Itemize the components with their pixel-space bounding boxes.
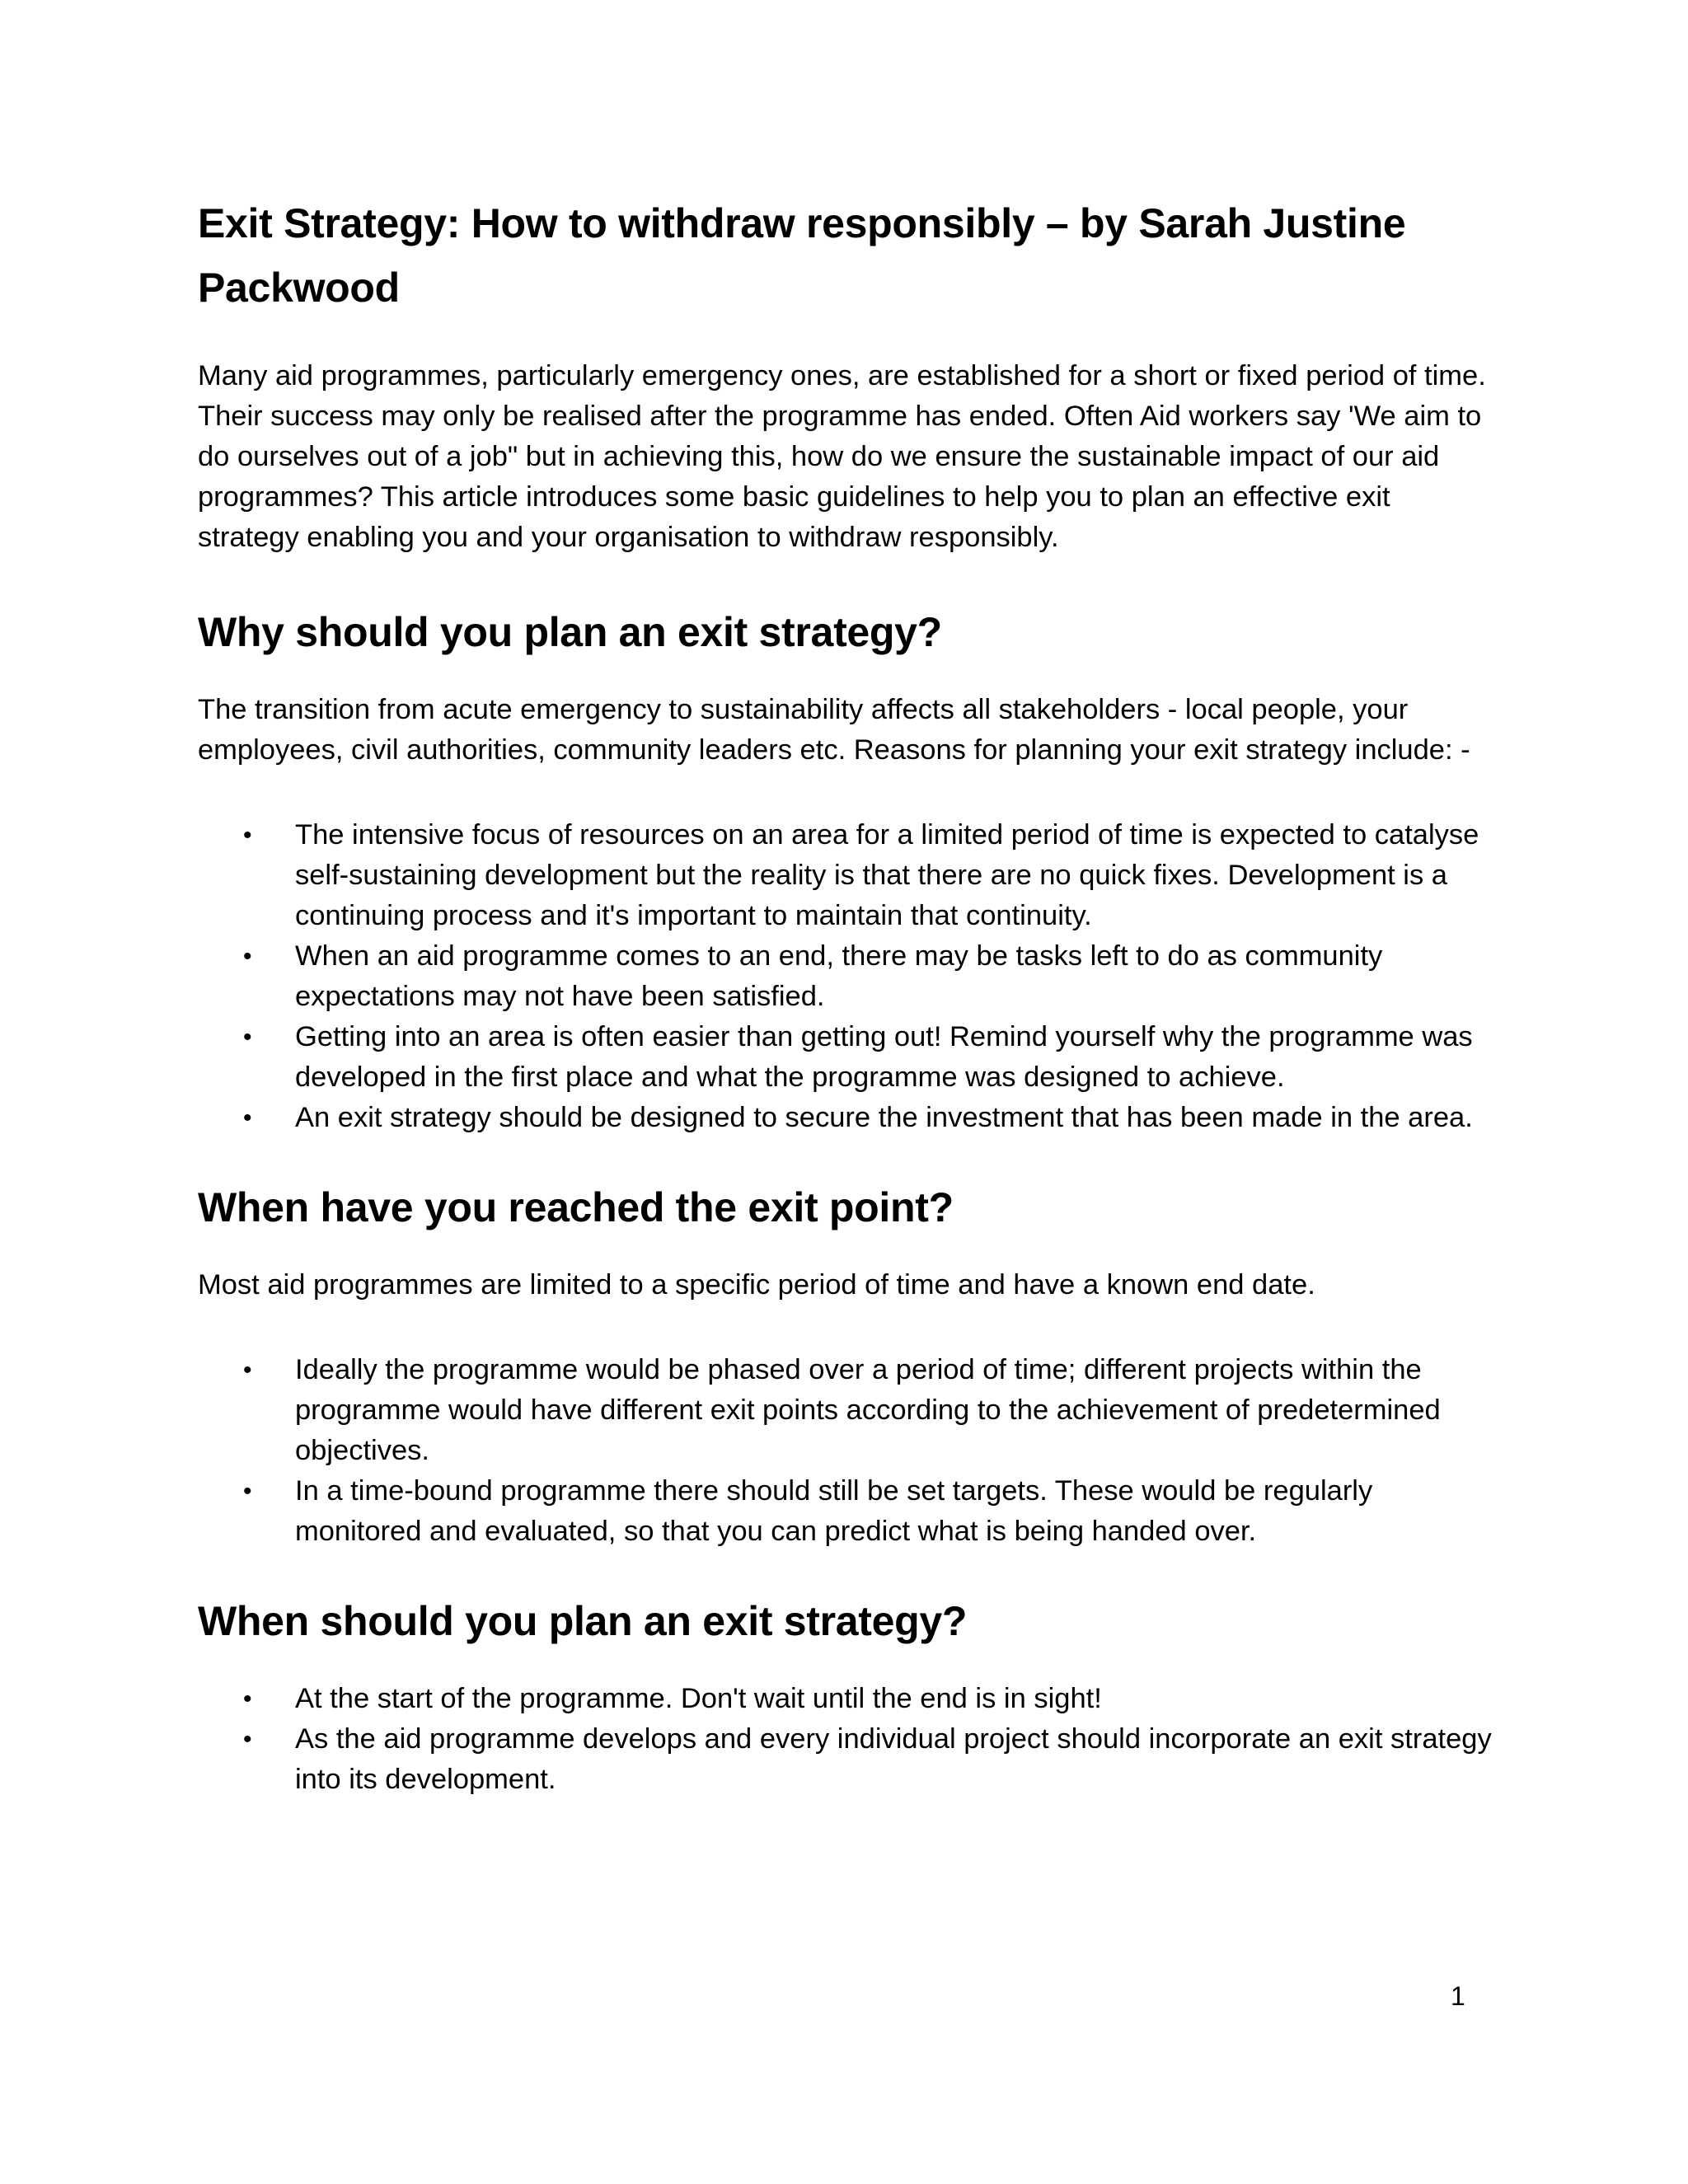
bullet-icon: • (243, 943, 252, 970)
list-item-text: In a time-bound programme there should still be set targets. These would be regularly monitored and evaluated, so that you can predict what is being handed over. (295, 1475, 1373, 1547)
list-item (198, 1679, 1492, 1719)
list-item (198, 1017, 1492, 1098)
bullet-list-when-plan (198, 1679, 1492, 1800)
section-heading-why: Why should you plan an exit strategy? (198, 609, 942, 655)
document-page (198, 191, 1492, 1836)
bullet-icon: • (243, 822, 252, 849)
bullet-icon: • (243, 1357, 252, 1384)
bullet-icon: • (243, 1104, 252, 1132)
list-item-text: At the start of the programme. Don't wait until the end is in sight! (295, 1683, 1102, 1714)
bullet-icon: • (243, 1685, 252, 1713)
section-heading-when-plan: When should you plan an exit strategy? (198, 1598, 968, 1644)
intro-paragraph: Many aid programmes, particularly emergency ones, are established for a short or fixed period of time. Their success may only be realised after the programme has ended. Often Aid workers say 'We aim to do ourselves out of a job" but in achieving this, how do we ensure the sustainable impact of our aid programmes? This article introduces some basic guidelines to help you to plan an effective exit strategy enabling you and your organisation to withdraw responsibly. (198, 360, 1486, 553)
bullet-icon: • (243, 1478, 252, 1505)
bullet-icon: • (243, 1024, 252, 1051)
bullet-list-why (198, 815, 1492, 1138)
list-item (198, 1471, 1492, 1552)
section-text-exit-point: Most aid programmes are limited to a specific period of time and have a known end date. (198, 1269, 1315, 1301)
list-item-text: As the aid programme develops and every individual project should incorporate an exit strategy into its development. (295, 1723, 1492, 1795)
list-item-text: When an aid programme comes to an end, there may be tasks left to do as community expectations may not have been satisfied. (295, 940, 1383, 1012)
list-item (198, 1719, 1492, 1800)
list-item (198, 1098, 1492, 1138)
section-heading-exit-point: When have you reached the exit point? (198, 1184, 954, 1230)
list-item (198, 1350, 1492, 1471)
bullet-list-exit-point (198, 1350, 1492, 1552)
list-item-text: Ideally the programme would be phased over a period of time; different projects within the programme would have different exit points according to the achievement of predetermined objectives. (295, 1354, 1441, 1466)
document-title: Exit Strategy: How to withdraw responsibly – by Sarah Justine Packwood (198, 200, 1406, 311)
list-item (198, 936, 1492, 1017)
bullet-icon: • (243, 1726, 252, 1753)
list-item (198, 815, 1492, 936)
page-number: 1 (1451, 1981, 1465, 2011)
list-item-text: Getting into an area is often easier than getting out! Remind yourself why the programme was developed in the first place and what the programme was designed to achieve. (295, 1021, 1473, 1093)
list-item-text: The intensive focus of resources on an area for a limited period of time is expected to catalyse self-sustaining development but the reality is that there are no quick fixes. Development is a continuing process and it's important to maintain that continuity. (295, 819, 1479, 931)
list-item-text: An exit strategy should be designed to secure the investment that has been made in the area. (295, 1102, 1473, 1133)
section-text-why: The transition from acute emergency to sustainability affects all stakeholders - local people, your employees, civil authorities, community leaders etc. Reasons for planning your exit strategy include: - (198, 694, 1470, 766)
